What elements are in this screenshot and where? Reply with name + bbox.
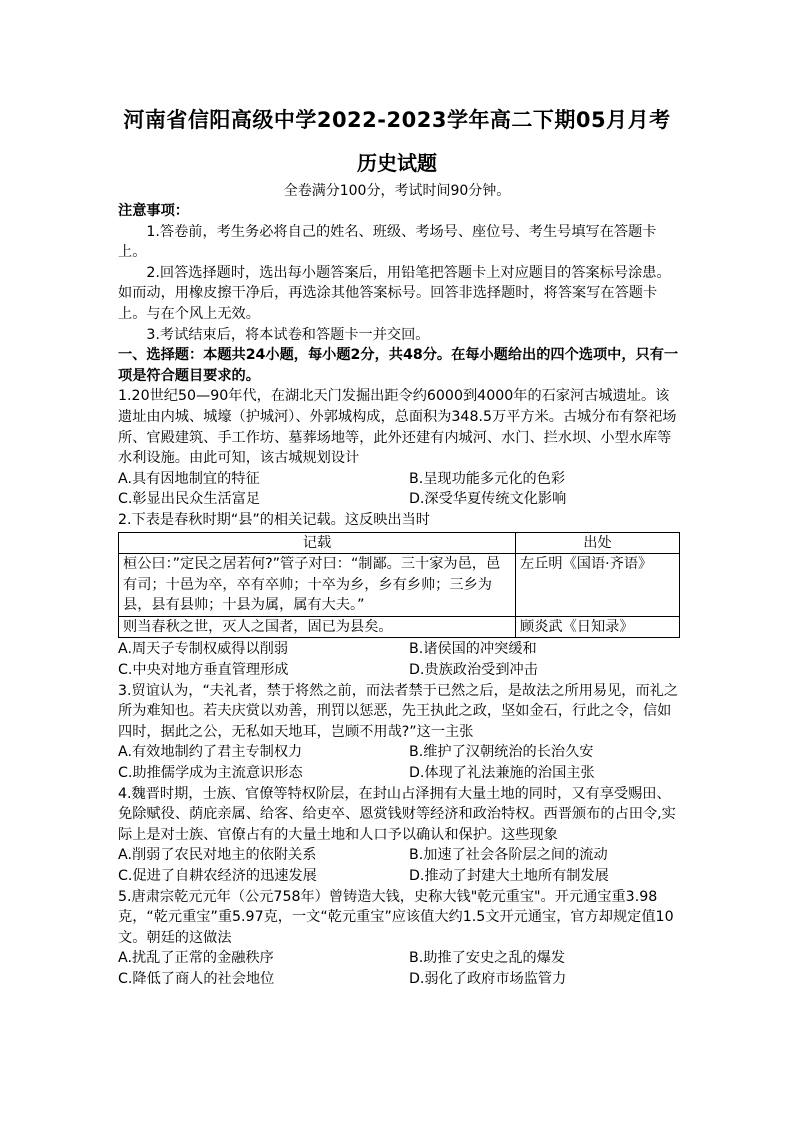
notice-item-2: 2.回答选择题时，选出每小题答案后，用铅笔把答题卡上对应题目的答案标号涂患。如而动，用橡皮擦干净后，再选涂其他答案标号。回答非选择题时，将答案写在答题卡上。与在个风上无效。 [118, 264, 671, 322]
q3-options [118, 742, 680, 783]
q2-option-a: A.周天子专制权威得以削弱 [118, 641, 289, 658]
table-row [119, 554, 680, 617]
exam-info: 全卷满分100分，考试时间90分钟。 [283, 183, 511, 199]
q4-options [118, 845, 680, 886]
notice-heading: 注意事项： [118, 203, 189, 219]
q4-option-a: A.削弱了农民对地主的依附关系 [118, 847, 317, 864]
q1-stem: 1.20世纪50—90年代，在湖北天门发掘出距令约6000到4000年的石家河古城遗址。该遗址由内城、城壕（护城河）、外郭城构成，总面积为348.5万平方米。古城分布有祭祀场所、官殿建筑、手工作坊、墓葬场地等，此外还建有内城河、水门、拦水坝、小型水库等水利设施。由此可知，该古城规划设计 [118, 388, 677, 467]
table-row [119, 616, 680, 638]
q3-option-d: D.体现了礼法兼施的治国主张 [409, 765, 595, 782]
q2-option-c: C.中央对地方垂直管理形成 [118, 662, 289, 679]
q1-option-c: C.彰显出民众生活富足 [118, 491, 261, 508]
table-cell-source: 左丘明《国语·齐语》 [516, 554, 680, 617]
q4-option-c: C.促进了自耕农经济的迅速发展 [118, 868, 317, 884]
q3-option-a: A.有效地制约了君主专制权力 [118, 744, 303, 761]
table-cell-source: 顾炎武《日知录》 [516, 616, 680, 638]
q5-options [118, 948, 680, 989]
table-header-source: 出处 [516, 532, 680, 554]
q3-option-b: B.维护了汉朝统治的长治久安 [409, 744, 594, 761]
section-heading: 一、选择题：本题共24小题，每小题2分，共48分。在每小题给出的四个选项中，只有一项是符合题目要求的。 [118, 347, 679, 384]
q1-options [118, 469, 680, 510]
table-cell-record: 桓公曰：”定民之居若何?”管子对曰：“制鄙。三十家为邑，邑有司；十邑为卒，卒有卒帅；十卒为乡，乡有乡帅；三乡为县，县有县帅；十县为属，属有大夫。” [119, 554, 516, 617]
q1-option-d: D.深受华夏传统文化影响 [409, 491, 567, 508]
q2-stem: 2.下表是春秋时期“县”的相关记载。这反映出当时 [118, 511, 430, 528]
table-cell-record: 则当春秋之世，灭人之国者，固已为县矣。 [119, 616, 516, 638]
notice-item-1: 1.答卷前，考生务必将自己的姓名、班级、考场号、座位号、考生号填写在答题卡上。 [118, 223, 657, 261]
q1-option-a: A.具有因地制宜的特征 [118, 470, 260, 487]
q3-option-c: C.助推儒学成为主流意识形态 [118, 765, 303, 782]
q5-option-d: D.弱化了政府市场监管力 [409, 970, 567, 987]
table-header-record: 记载 [119, 532, 516, 554]
q5-stem: 5.唐肃宗乾元元年（公元758年）曾铸造大钱，史称大钱"乾元重宝"。开元通宝重3.98克，“乾元重宝”重5.97克，一文“乾元重宝”应该值大约1.5文开元通宝，官方却规定值10文。朝廷的这做法 [118, 888, 674, 946]
q2-table [118, 532, 680, 639]
exam-content [118, 201, 680, 990]
q2-option-d: D.贵族政治受到冲击 [409, 662, 538, 679]
exam-title: 河南省信阳高级中学2022-2023学年高二下期05月月考 [123, 108, 671, 132]
q2-options [118, 639, 680, 680]
q4-option-b: B.加速了社会各阶层之间的流动 [409, 847, 608, 864]
q1-option-b: B.呈现功能多元化的色彩 [409, 470, 566, 487]
table-header-row [119, 532, 680, 554]
q5-option-c: C.降低了商人的社会地位 [118, 970, 275, 987]
notice-item-3: 3.考试结束后，将本试卷和答题卡一并交回。 [146, 326, 430, 343]
q5-option-a: A.扰乱了正常的金融秩序 [118, 950, 274, 967]
q4-stem: 4.魏晋时期，士族、官僚等特权阶层，在封山占泽拥有大量土地的同时，又有享受赐田、免除赋役、荫庇亲属、给客、给吏卒、恩赏钱财等经济和政治特权。西晋颁布的占田令,实际上是对士族、官僚占有的大量土地和人口予以确认和保护。这些现象 [118, 785, 676, 843]
q5-option-b: B.助推了安史之乱的爆发 [409, 950, 566, 967]
subject-title: 历史试题 [357, 151, 437, 175]
q3-stem: 3.贸谊认为，“夫礼者，禁于将然之前，而法者禁于已然之后，是故法之所用易见，而礼之所为难知也。若夫庆赏以劝善，刑罚以惩恶，先王执此之政，坚如金石，行此之令，信如四时，据此之公，无私如天地耳，岂顾不用哉?”这一主张 [118, 682, 679, 740]
q4-option-d: D.推动了封建大土地所有制发展 [409, 868, 609, 884]
q2-option-b: B.诸侯国的冲突缓和 [409, 641, 537, 658]
